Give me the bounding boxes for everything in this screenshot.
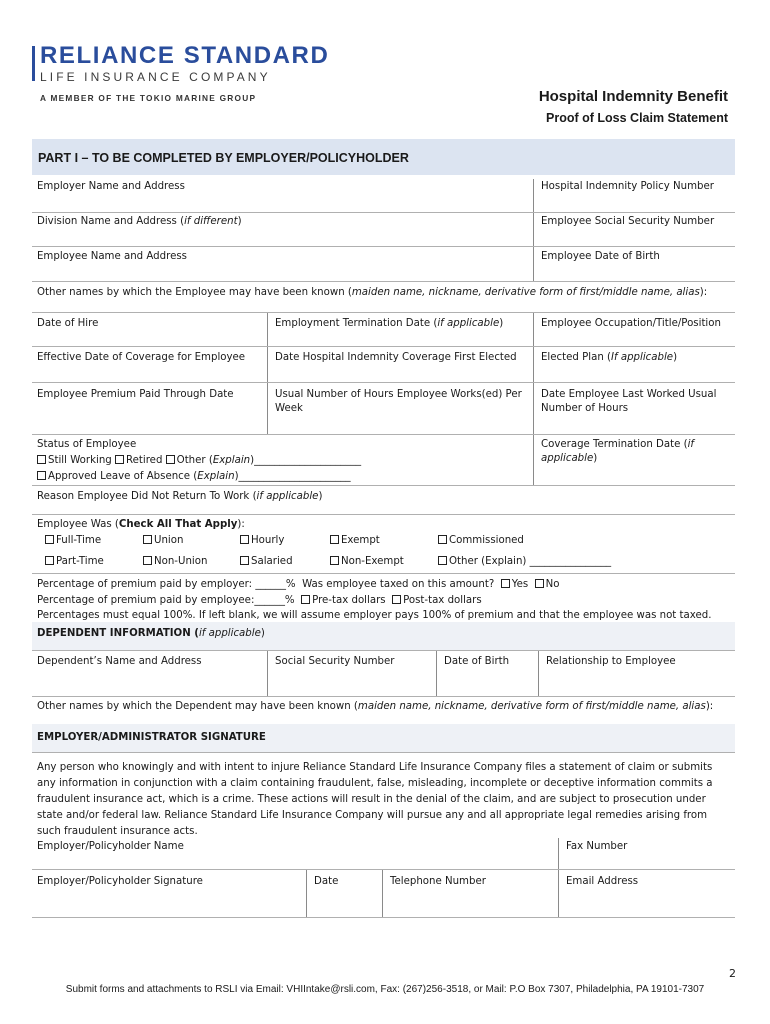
employee-status-options: Still Working Retired Other (Explain)_____________________ — [37, 454, 361, 468]
dependent-relationship-label: Relationship to Employee — [546, 656, 676, 667]
exempt-option[interactable]: Exempt — [330, 534, 380, 548]
row-divider — [32, 346, 735, 347]
field-divider — [382, 870, 383, 918]
row-divider — [32, 312, 735, 313]
row-divider — [32, 485, 735, 486]
dependent-ssn-label: Social Security Number — [275, 656, 395, 667]
telephone-number-label: Telephone Number — [390, 876, 486, 887]
company-logo-name: RELIANCE STANDARD — [40, 42, 330, 69]
field-divider — [533, 313, 534, 347]
company-logo-tagline: A MEMBER OF THE TOKIO MARINE GROUP — [40, 93, 257, 103]
dependent-section-heading: DEPENDENT INFORMATION (if applicable) — [37, 628, 265, 639]
field-divider — [436, 651, 437, 697]
row-divider — [32, 514, 735, 515]
post-tax-checkbox[interactable] — [392, 595, 401, 604]
field-divider — [533, 179, 534, 213]
signature-section-heading: EMPLOYER/ADMINISTRATOR SIGNATURE — [37, 732, 266, 743]
coverage-termination-label: Coverage Termination Date (if applicable) — [541, 439, 695, 464]
employee-status-label: Status of Employee — [37, 439, 137, 450]
part-one-heading: PART I – TO BE COMPLETED BY EMPLOYER/POLICYHOLDER — [38, 151, 409, 165]
reason-not-returned-label: Reason Employee Did Not Return To Work (if applicable) — [37, 491, 323, 502]
row-divider — [32, 752, 735, 753]
date-of-hire-label: Date of Hire — [37, 318, 99, 329]
submission-footer: Submit forms and attachments to RSLI via Email: VHIIntake@rsli.com, Fax: (267)256-3518, or Mail: P.O Box 7307, Philadelphia, PA 19101-7307 — [65, 984, 705, 995]
full-time-option[interactable]: Full-Time — [45, 534, 101, 548]
row-divider — [32, 650, 735, 651]
coverage-first-elected-label: Date Hospital Indemnity Coverage First Elected — [275, 352, 517, 363]
retired-checkbox[interactable] — [115, 455, 124, 464]
row-divider — [32, 382, 735, 383]
commissioned-checkbox[interactable] — [438, 535, 447, 544]
division-name-address-label: Division Name and Address (if different) — [37, 216, 242, 227]
elected-plan-label: Elected Plan (If applicable) — [541, 352, 678, 363]
field-divider — [558, 838, 559, 870]
approved-leave-checkbox[interactable] — [37, 471, 46, 480]
non-union-option[interactable]: Non-Union — [143, 555, 207, 569]
coverage-effective-date-label: Effective Date of Coverage for Employee — [37, 352, 246, 363]
termination-date-label: Employment Termination Date (if applicable) — [275, 318, 504, 329]
field-divider — [267, 383, 268, 435]
field-divider — [533, 435, 534, 485]
employee-dob-label: Employee Date of Birth — [541, 251, 660, 262]
field-divider — [306, 870, 307, 918]
pre-tax-checkbox[interactable] — [301, 595, 310, 604]
field-divider — [267, 347, 268, 383]
policyholder-name-label: Employer/Policyholder Name — [37, 841, 184, 852]
employee-name-address-label: Employee Name and Address — [37, 251, 187, 262]
part-time-option[interactable]: Part-Time — [45, 555, 104, 569]
dependent-dob-label: Date of Birth — [444, 656, 510, 667]
logo-accent-bar — [32, 46, 35, 81]
signature-date-label: Date — [314, 876, 339, 887]
employee-ssn-label: Employee Social Security Number — [541, 216, 715, 227]
field-divider — [538, 651, 539, 697]
non-exempt-checkbox[interactable] — [330, 556, 339, 565]
taxed-yes-checkbox[interactable] — [501, 579, 510, 588]
commissioned-option[interactable]: Commissioned — [438, 534, 524, 548]
part-time-checkbox[interactable] — [45, 556, 54, 565]
other-explain-option[interactable]: Other (Explain) ________________ — [438, 555, 611, 569]
row-divider — [32, 696, 735, 697]
form-title: Hospital Indemnity Benefit — [538, 88, 728, 105]
form-subtitle: Proof of Loss Claim Statement — [546, 111, 728, 125]
row-divider — [32, 917, 735, 918]
hourly-checkbox[interactable] — [240, 535, 249, 544]
premium-paid-through-label: Employee Premium Paid Through Date — [37, 389, 234, 400]
field-divider — [267, 313, 268, 347]
company-logo-subtitle: LIFE INSURANCE COMPANY — [40, 70, 271, 84]
usual-hours-label: Usual Number of Hours Employee Works(ed) Per Week — [275, 389, 522, 414]
union-checkbox[interactable] — [143, 535, 152, 544]
email-address-label: Email Address — [566, 876, 639, 887]
employee-premium-percentage: Percentage of premium paid by employee:______% Pre-tax dollars Post-tax dollars — [37, 595, 482, 606]
union-option[interactable]: Union — [143, 534, 183, 548]
other-explain-checkbox[interactable] — [438, 556, 447, 565]
row-divider — [32, 246, 735, 247]
field-divider — [533, 247, 534, 281]
percentage-note: Percentages must equal 100%. If left blank, we will assume employer pays 100% of premium and that the employee was not taxed. — [37, 610, 712, 621]
other-status-checkbox[interactable] — [166, 455, 175, 464]
still-working-checkbox[interactable] — [37, 455, 46, 464]
field-divider — [533, 383, 534, 435]
dependent-name-address-label: Dependent’s Name and Address — [37, 656, 202, 667]
field-divider — [558, 870, 559, 918]
occupation-label: Employee Occupation/Title/Position — [541, 318, 721, 329]
policy-number-label: Hospital Indemnity Policy Number — [541, 181, 714, 192]
non-union-checkbox[interactable] — [143, 556, 152, 565]
employee-was-label: Employee Was (Check All That Apply): — [37, 519, 245, 530]
row-divider — [32, 434, 735, 435]
fax-number-label: Fax Number — [566, 841, 628, 852]
employer-premium-percentage: Percentage of premium paid by employer: ______% Was employee taxed on this amount? Yes No — [37, 579, 560, 590]
field-divider — [267, 651, 268, 697]
row-divider — [32, 869, 735, 870]
hourly-option[interactable]: Hourly — [240, 534, 284, 548]
salaried-option[interactable]: Salaried — [240, 555, 293, 569]
last-worked-date-label: Date Employee Last Worked Usual Number of Hours — [541, 389, 717, 414]
non-exempt-option[interactable]: Non-Exempt — [330, 555, 404, 569]
policyholder-signature-label: Employer/Policyholder Signature — [37, 876, 203, 887]
approved-leave-option: Approved Leave of Absence (Explain)______________________ — [37, 470, 351, 484]
field-divider — [533, 213, 534, 247]
taxed-no-checkbox[interactable] — [535, 579, 544, 588]
field-divider — [533, 347, 534, 383]
page-number: 2 — [729, 967, 736, 980]
row-divider — [32, 212, 735, 213]
exempt-checkbox[interactable] — [330, 535, 339, 544]
employer-name-address-label: Employer Name and Address — [37, 181, 185, 192]
salaried-checkbox[interactable] — [240, 556, 249, 565]
row-divider — [32, 573, 735, 574]
employee-other-names-label: Other names by which the Employee may have been known (maiden name, nickname, derivative form of first/middle name, alias): — [37, 287, 708, 298]
dependent-other-names-label: Other names by which the Dependent may have been known (maiden name, nickname, derivative form of first/middle name, alias): — [37, 701, 714, 712]
row-divider — [32, 281, 735, 282]
full-time-checkbox[interactable] — [45, 535, 54, 544]
fraud-warning: Any person who knowingly and with intent to injure Reliance Standard Life Insurance Company files a statement of claim or submits any information in conjunction with a claim containing fraudulent, false, misleading, incomplete or deceptive information commits a fraudulent insurance act, which is a crime. These actions will result in the denial of the claim, and are subject to prosecution under state and/or federal law. Reliance Standard Life Insurance Company will pursue any and all appropriate legal remedies arising from such fraudulent insurance acts. — [37, 762, 713, 837]
